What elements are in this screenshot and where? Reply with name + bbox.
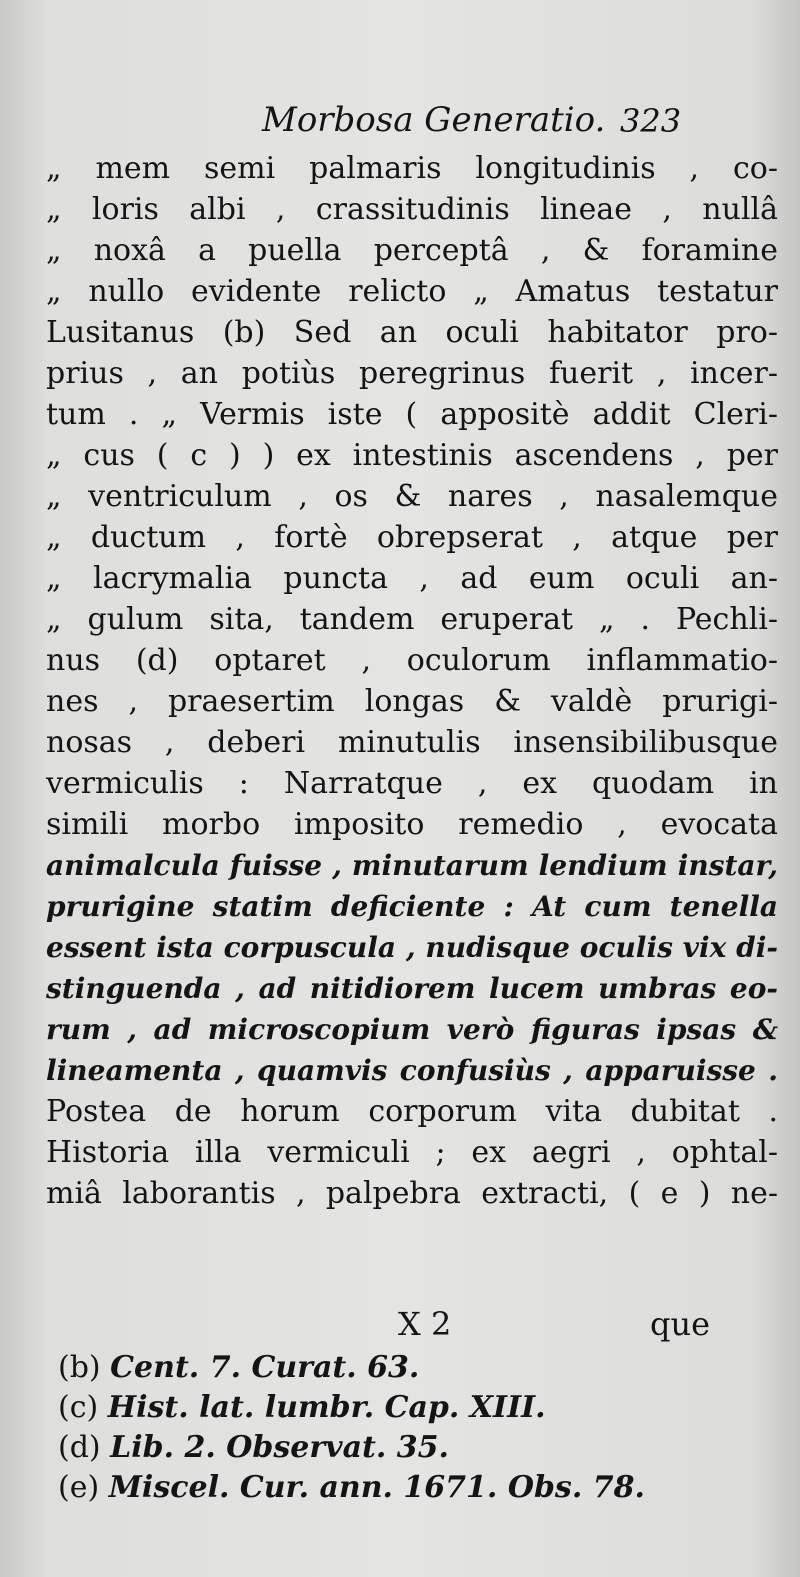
text-line: nus (d) optaret , oculorum inflammatio-: [46, 643, 778, 678]
footnote: [58, 1428, 758, 1468]
footnote: [58, 1348, 758, 1388]
text-line-italic: prurigine statim deficiente : At cum tenella: [46, 890, 778, 923]
footnote-mark: (e): [58, 1470, 100, 1505]
text-line-italic: rum , ad microscopium verò figuras ipsas &: [46, 1013, 778, 1046]
text-line: „ mem semi palmaris longitudinis , co-: [46, 151, 778, 186]
page-header: [0, 100, 800, 148]
text-line: nes , praesertim longas & valdè prurigi-: [46, 684, 778, 719]
footnote-text: Lib. 2. Observat. 35.: [110, 1430, 449, 1465]
footnote-text: Hist. lat. lumbr. Cap. XIII.: [107, 1390, 546, 1425]
running-title: Morbosa Generatio.: [262, 100, 606, 140]
footnote-mark: (d): [58, 1430, 101, 1465]
signature-mark: X 2: [398, 1305, 452, 1343]
text-line: „ loris albi , crassitudinis lineae , nullâ: [46, 192, 778, 227]
catchword: que: [650, 1305, 711, 1343]
text-line: nosas , deberi minutulis insensibilibusque: [46, 725, 778, 760]
text-line: „ cus ( c ) ) ex intestinis ascendens , per: [46, 438, 778, 473]
text-line-italic: lineamenta , quamvis confusiùs , apparuisse .: [46, 1054, 778, 1087]
footnote-text: Cent. 7. Curat. 63.: [110, 1350, 420, 1385]
text-line-italic: stinguenda , ad nitidiorem lucem umbras eo-: [46, 972, 778, 1005]
text-line: „ noxâ a puella perceptâ , & foramine: [46, 233, 778, 268]
signature-row: [0, 1305, 800, 1349]
text-line: Lusitanus (b) Sed an oculi habitator pro-: [46, 315, 778, 350]
footnotes: [58, 1348, 758, 1508]
footnote: [58, 1468, 758, 1508]
body-text: [46, 148, 778, 1214]
text-line: Historia illa vermiculi ; ex aegri , ophtal-: [46, 1135, 778, 1170]
text-line-italic: animalcula fuisse , minutarum lendium instar,: [46, 849, 778, 882]
footnote-text: Miscel. Cur. ann. 1671. Obs. 78.: [108, 1470, 645, 1505]
text-line: „ ductum , fortè obrepserat , atque per: [46, 520, 778, 555]
text-line: vermiculis : Narratque , ex quodam in: [46, 766, 778, 801]
footnote-mark: (b): [58, 1350, 101, 1385]
text-line: prius , an potiùs peregrinus fuerit , incer-: [46, 356, 778, 391]
text-line: „ nullo evidente relicto „ Amatus testatur: [46, 274, 778, 309]
footnote-mark: (c): [58, 1390, 99, 1425]
text-line: „ ventriculum , os & nares , nasalemque: [46, 479, 778, 514]
text-line: tum . „ Vermis iste ( appositè addit Cleri-: [46, 397, 778, 432]
text-line: simili morbo imposito remedio , evocata: [46, 807, 778, 842]
text-line: Postea de horum corporum vita dubitat .: [46, 1094, 778, 1129]
page-number: 323: [620, 102, 682, 140]
footnote: [58, 1388, 758, 1428]
text-line-italic: essent ista corpuscula , nudisque oculis vix di-: [46, 931, 778, 964]
text-line: miâ laborantis , palpebra extracti, ( e ) ne-: [46, 1176, 778, 1211]
text-line: „ lacrymalia puncta , ad eum oculi an-: [46, 561, 778, 596]
text-line: „ gulum sita, tandem eruperat „ . Pechli-: [46, 602, 778, 637]
